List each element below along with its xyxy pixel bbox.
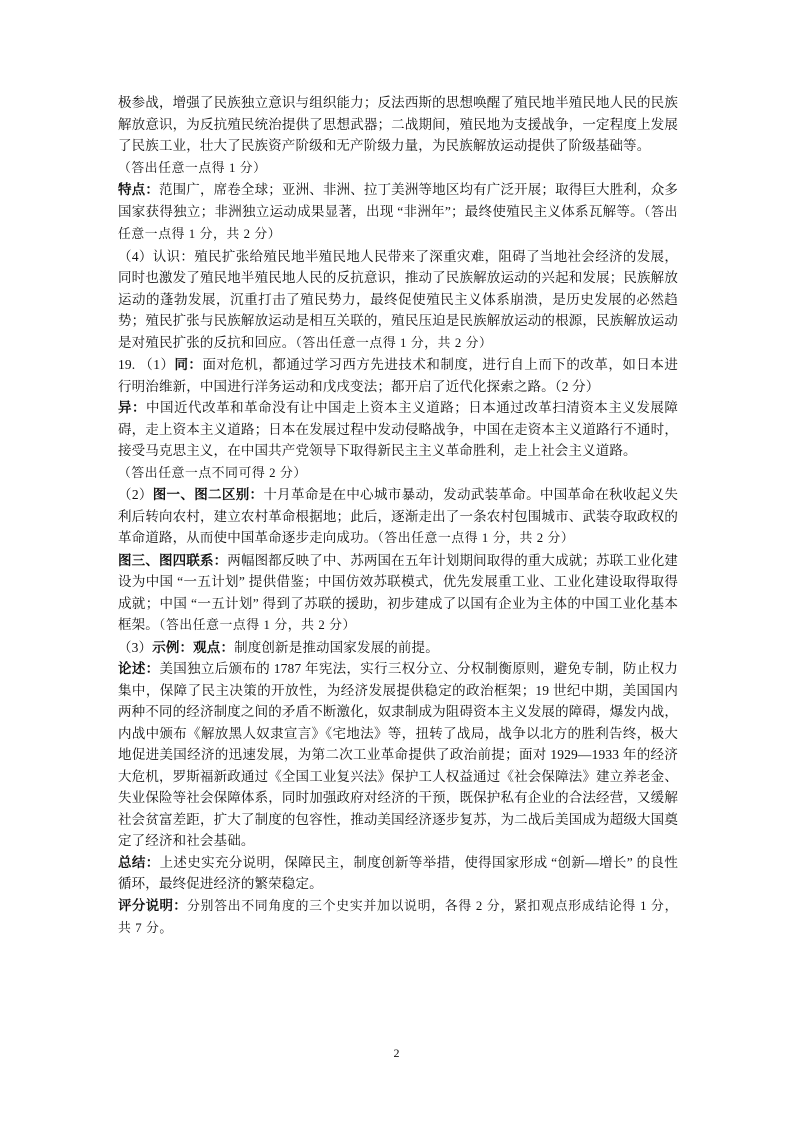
scoring-note: （答出任意一点得 1 分，共 2 分） — [377, 531, 575, 545]
paragraph — [118, 484, 678, 550]
paragraph — [118, 550, 678, 637]
paragraph-text: 美国独立后颁布的 1787 年宪法，实行三权分立、分权制衡原则，避免专制，防止权力集中，保障了民主决策的开放性，为经济发展提供稳定的政治框架；19 世纪中期，美国国内两种不同的经济制度之间的矛盾不断激化，奴隶制成为阻碍资本主义发展的障碍，爆发内战，内战中颁布《解放黑人奴隶宣言》《宅地法》等，扭转了战局，战争以北方的胜利告终，极大地促进美国经济的迅速发展，为第二次工业革命提供了政治前提；面对 1929—1933 年的经济大危机，罗斯福新政通过《全国工业复兴法》保护工人权益通过《社会保障法》建立养老金、失业保险等社会保障体系，同时加强政府对经济的干预，既保护私有企业的合法经营，又缓解社会贫富差距，扩大了制度的包容性，推动美国经济逐步复苏，为二战后美国成为超级大国奠定了经济和社会基础。 — [118, 661, 678, 848]
paragraph-text: 中国近代改革和革命没有让中国走上资本主义道路；日本通过改革扫清资本主义发展障碍，走上资本主义道路；日本在发展过程中发动侵略战争，中国在走资本主义道路行不通时，接受马克思主义，在中国共产党领导下取得新民主主义革命胜利，走上社会主义道路。 — [118, 400, 678, 458]
section-label: 评分说明： — [118, 897, 188, 913]
paragraph-text: 极参战，增强了民族独立意识与组织能力；反法西斯的思想唤醒了殖民地半殖民地人民的民族解放意识，为反抗殖民统治提供了思想武器；二战期间，殖民地为支援战争，一定程度上发展了民族工业，壮大了民族资产阶级和无产阶级力量，为民族解放运动提供了阶级基础等。 — [118, 95, 678, 153]
scoring-note: （答出任意一点不同可得 2 分） — [118, 465, 307, 480]
scoring-note: （答出任意一点得 1 分，共 2 分） — [118, 204, 679, 241]
paragraph — [118, 92, 678, 157]
paragraph-text: （4）认识：殖民扩张给殖民地半殖民地人民带来了深重灾难，阻碍了当地社会经济的发展，同时也激发了殖民地半殖民地人民的反抗意识，推动了民族解放运动的兴起和发展；民族解放运动的蓬勃发展，沉重打击了殖民势力，最终促使殖民主义体系崩溃，是历史发展的必然趋势；殖民扩张与民族解放运动是相互关联的，殖民压迫是民族解放运动的根源，民族解放运动是对殖民扩张的反抗和回应。 — [118, 248, 678, 350]
scoring-note: （答出任意一点得 1 分，共 2 分） — [158, 618, 356, 632]
answer-content — [118, 92, 678, 940]
section-label: 特点： — [118, 182, 159, 197]
paragraph-text: 制度创新是推动国家发展的前提。 — [234, 639, 439, 655]
paragraph-text: 两幅图都反映了中、苏两国在五年计划期间取得的重大成就；苏联工业化建设为中国 “一五计划” 提供借鉴；中国仿效苏联模式，优先发展重工业、工业化建设取得取得成就；中国 “一五计划” 得到了苏联的援助，初步建成了以国有企业为主体的中国工业化基本框架。 — [118, 552, 679, 632]
paragraph — [118, 179, 678, 246]
section-label: 示例：观点： — [152, 639, 235, 655]
section-label: 论述： — [118, 661, 160, 676]
sub-question-number: （3） — [118, 639, 153, 655]
page-number: 2 — [393, 1046, 400, 1060]
section-label: 同： — [174, 357, 203, 372]
section-label: 图三、图四联系： — [118, 552, 228, 568]
paragraph-text: 上述史实充分说明，保障民主，制度创新等举措，使得国家形成 “创新—增长” 的良性循环，最终促进经济的繁荣稳定。 — [118, 854, 678, 891]
paragraph-text: 面对危机，都通过学习西方先进技术和制度，进行自上而下的改革，如日本进行明治维新，中国进行洋务运动和戊戌变法；都开启了近代化探索之路。（2 分） — [118, 357, 678, 394]
section-label: 异： — [118, 400, 147, 415]
paragraph — [118, 462, 678, 485]
paragraph — [118, 397, 678, 462]
scoring-note: （答出任意一点得 1 分，共 2 分） — [295, 335, 493, 350]
paragraph — [118, 658, 678, 852]
paragraph-text: 十月革命是在中心城市暴动，发动武装革命。中国革命在秋收起义失利后转向农村，建立农村革命根据地；此后，逐渐走出了一条农村包围城市、武装夺取政权的革命道路，从而使中国革命逐步走向成功。 — [118, 487, 679, 545]
paragraph-text: 范围广，席卷全球；亚洲、非洲、拉丁美洲等地区均有广泛开展；取得巨大胜利，众多国家获得独立；非洲独立运动成果显著，出现 “非洲年”；最终使殖民主义体系瓦解等。 — [118, 182, 679, 219]
question-number: 19. （1） — [118, 357, 175, 372]
paragraph — [118, 157, 678, 180]
paragraph — [118, 354, 678, 397]
sub-question-number: （2） — [118, 487, 153, 502]
section-label: 图一、图二区别： — [152, 487, 264, 502]
paragraph — [118, 637, 678, 659]
paragraph — [118, 895, 678, 940]
section-label: 总结： — [118, 854, 160, 870]
scoring-note: （答出任意一点得 1 分） — [118, 160, 267, 175]
paragraph — [118, 246, 678, 355]
paragraph — [118, 852, 678, 895]
scoring-note: 分别答出不同角度的三个史实并加以说明，各得 2 分，紧扣观点形成结论得 1 分，共 7 分。 — [118, 898, 679, 935]
